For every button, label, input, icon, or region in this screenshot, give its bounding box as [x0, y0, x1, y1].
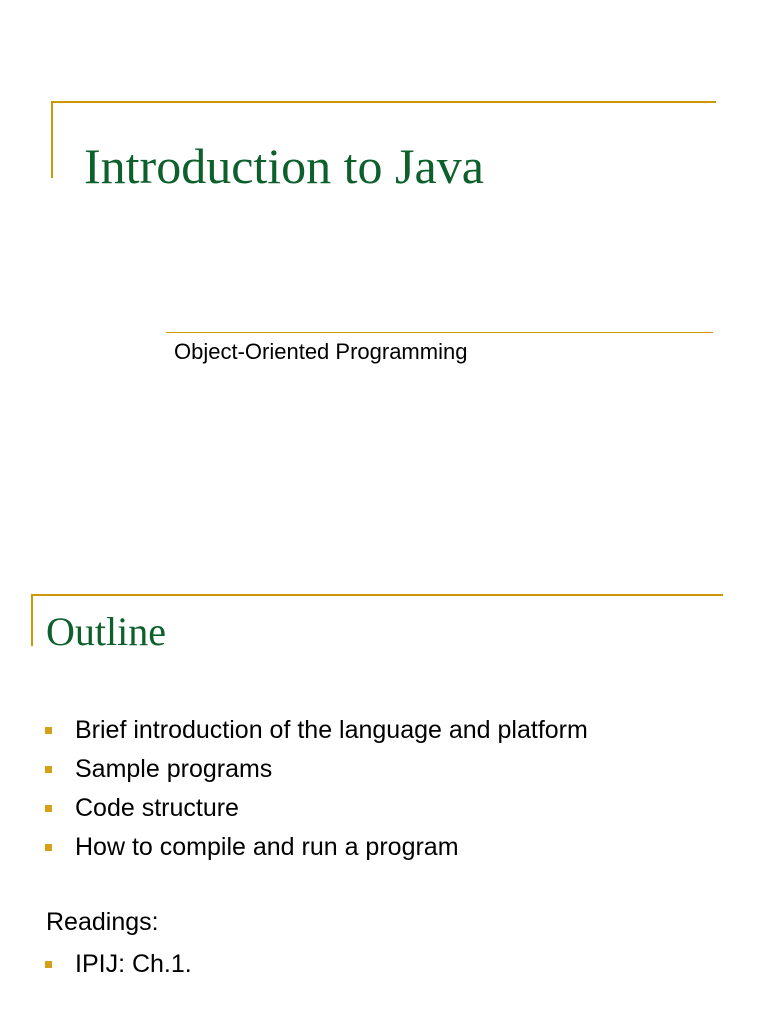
readings-heading: Readings:	[46, 908, 159, 936]
subtitle-rule	[166, 332, 713, 333]
title-side-rule	[51, 101, 53, 178]
outline-side-rule	[31, 594, 33, 646]
bullet-text: Sample programs	[75, 755, 273, 783]
square-bullet-icon	[45, 961, 52, 968]
outline-slide	[0, 540, 768, 1024]
bullet-text: Brief introduction of the language and platform	[75, 716, 588, 744]
square-bullet-icon	[45, 766, 52, 773]
bullet-text: How to compile and run a program	[75, 833, 459, 861]
outline-title: Outline	[46, 609, 166, 654]
outline-top-rule	[31, 594, 723, 596]
reading-text: IPIJ: Ch.1.	[75, 950, 192, 978]
bullet-text: Code structure	[75, 794, 239, 822]
slide-subtitle: Object-Oriented Programming	[174, 339, 468, 364]
slide-title: Introduction to Java	[84, 138, 484, 194]
square-bullet-icon	[45, 844, 52, 851]
square-bullet-icon	[45, 727, 52, 734]
title-top-rule	[51, 101, 716, 103]
square-bullet-icon	[45, 805, 52, 812]
